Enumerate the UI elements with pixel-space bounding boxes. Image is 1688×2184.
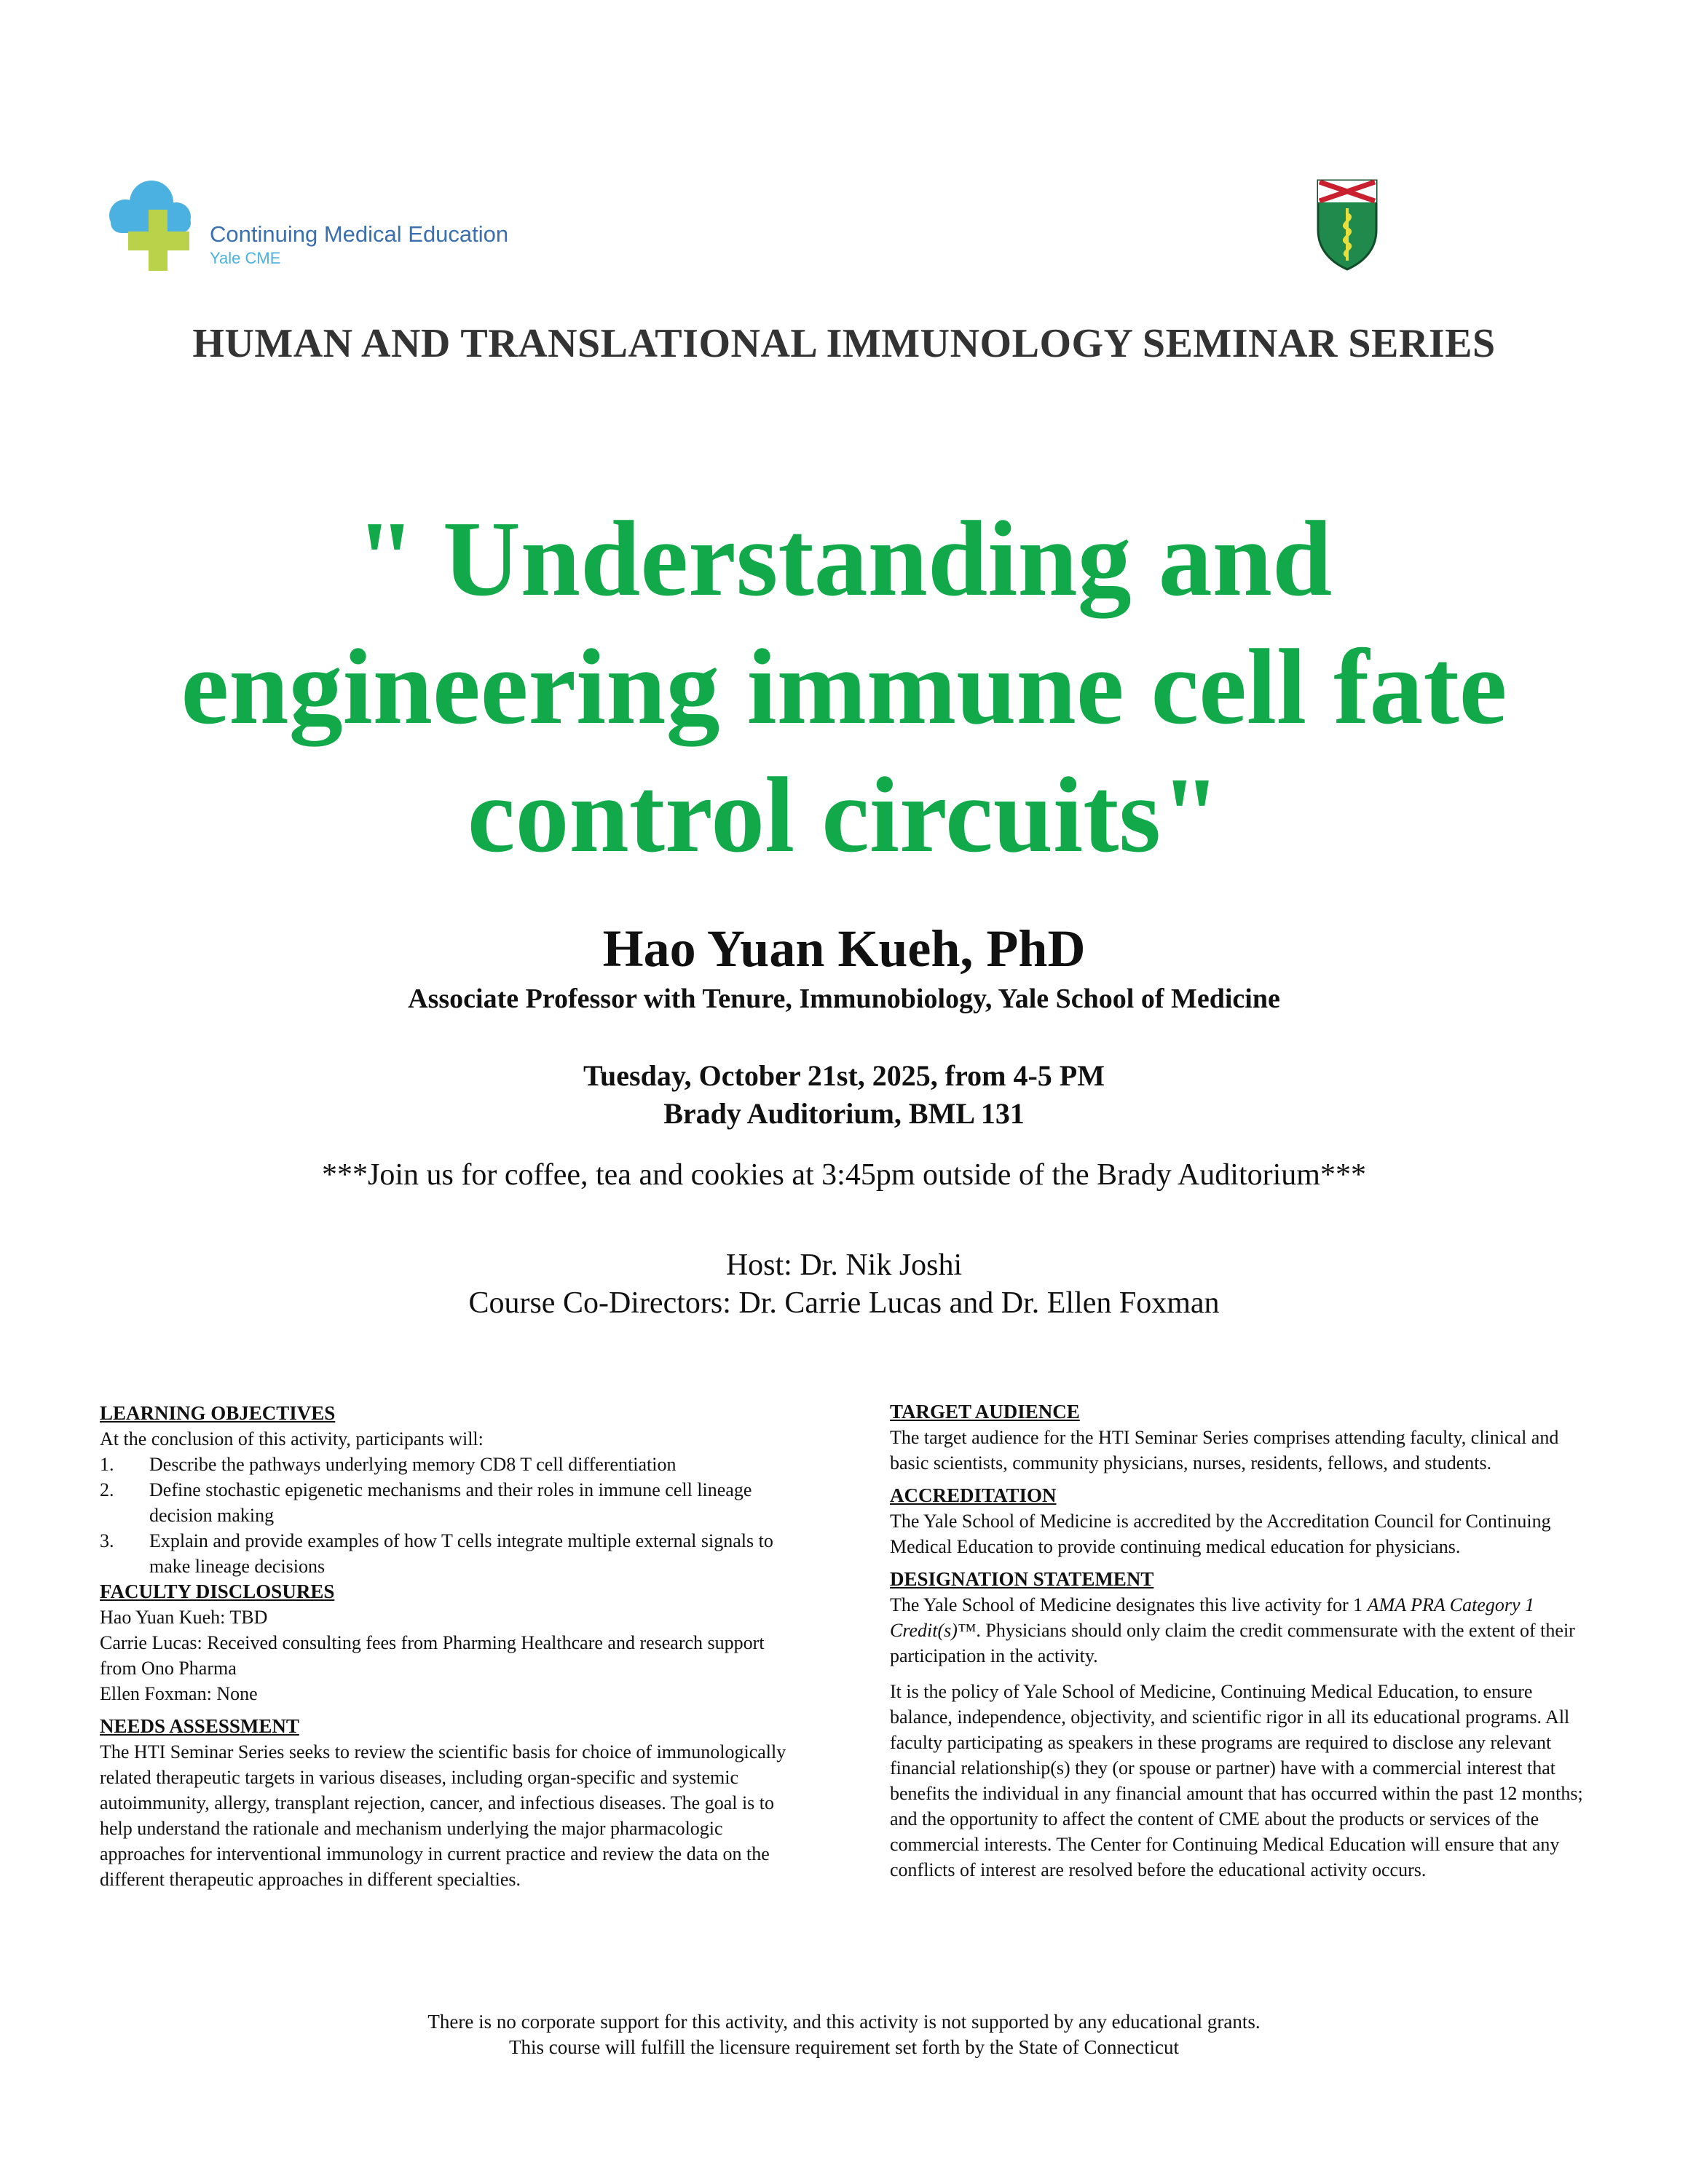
yale-medicine-shield-icon bbox=[1317, 179, 1378, 271]
list-item bbox=[100, 1528, 799, 1579]
objective-text: Define stochastic epigenetic mechanisms and their roles in immune cell lineage decision making bbox=[149, 1479, 752, 1526]
list-item bbox=[100, 1452, 799, 1477]
designation-credit: AMA PRA Category 1 Credit(s)™ bbox=[890, 1594, 1535, 1641]
cme-logo bbox=[100, 179, 552, 274]
accreditation-heading: ACCREDITATION bbox=[890, 1484, 1057, 1506]
disclosure-item: Ellen Foxman: None bbox=[100, 1683, 258, 1704]
designation-post: . Physicians should only claim the credit commensurate with the extent of their participation in the activity. bbox=[890, 1620, 1575, 1666]
codirectors-line: Course Co-Directors: Dr. Carrie Lucas and Dr. Ellen Foxman bbox=[468, 1286, 1220, 1320]
host-line: Host: Dr. Nik Joshi bbox=[725, 1249, 963, 1282]
event-date: Tuesday, October 21st, 2025, from 4-5 PM bbox=[583, 1059, 1105, 1092]
faculty-disclosures-heading: FACULTY DISCLOSURES bbox=[100, 1580, 335, 1602]
policy-text: It is the policy of Yale School of Medicine, Continuing Medical Education, to ensure balance, independence, objectivity, and scientific rigor in all its educational programs. All faculty participating as speakers in these programs are required to disclose any relevant financial relationship(s) they (or spouse or partner) have with a commercial interest that benefits the individual in any financial amount that has occurred within the past 12 months; and the opportunity to affect the content of CME about the products or services of the commercial interests. The Center for Continuing Medical Education will ensure that any conflicts of interest are resolved before the educational activity occurs. bbox=[890, 1681, 1583, 1880]
talk-title bbox=[73, 495, 1615, 879]
objective-text: Describe the pathways underlying memory CD8 T cell differentiation bbox=[149, 1454, 677, 1475]
seminar-series-title: HUMAN AND TRANSLATIONAL IMMUNOLOGY SEMINAR SERIES bbox=[192, 321, 1496, 366]
accreditation-text: The Yale School of Medicine is accredited by the Accreditation Council for Continuing Medical Education to provide continuing medical education for physicians. bbox=[890, 1511, 1551, 1557]
target-audience-text: The target audience for the HTI Seminar Series comprises attending faculty, clinical and basic scientists, community physicians, nurses, residents, fellows, and students. bbox=[890, 1427, 1559, 1473]
talk-title-line: engineering immune cell fate bbox=[181, 628, 1507, 747]
talk-title-line: " Understanding and bbox=[355, 499, 1333, 619]
right-column bbox=[890, 1399, 1589, 1883]
event-location: Brady Auditorium, BML 131 bbox=[663, 1097, 1025, 1130]
list-item bbox=[100, 1477, 799, 1528]
designation-pre: The Yale School of Medicine designates this live activity for 1 bbox=[890, 1594, 1368, 1615]
disclosure-item: Hao Yuan Kueh: TBD bbox=[100, 1607, 268, 1628]
objective-text: Explain and provide examples of how T cells integrate multiple external signals to make lineage decisions bbox=[149, 1530, 773, 1577]
needs-assessment-heading: NEEDS ASSESSMENT bbox=[100, 1715, 299, 1737]
objective-number: 2. bbox=[100, 1479, 114, 1500]
disclosure-item: Carrie Lucas: Received consulting fees from Pharming Healthcare and research support from Ono Pharma bbox=[100, 1632, 765, 1679]
refreshments-note: ***Join us for coffee, tea and cookies at 3:45pm outside of the Brady Auditorium*** bbox=[322, 1158, 1366, 1192]
left-column bbox=[100, 1401, 799, 1892]
footer-licensure-note: This course will fulfill the licensure requirement set forth by the State of Connecticut bbox=[509, 2036, 1179, 2058]
needs-assessment-text: The HTI Seminar Series seeks to review the scientific basis for choice of immunologically related therapeutic targets in various diseases, including organ-specific and systemic autoimmunity, allergy, transplant rejection, cancer, and infectious diseases. The goal is to help understand the rationale and mechanism underlying the major pharmacologic approaches for interventional immunology in current practice and review the data on the different therapeutic approaches in different specialties. bbox=[100, 1741, 786, 1890]
objectives-list bbox=[100, 1452, 799, 1579]
designation-statement-text bbox=[890, 1592, 1589, 1669]
cme-logo-subtitle: Yale CME bbox=[210, 249, 281, 267]
talk-title-line: control circuits" bbox=[467, 756, 1221, 875]
cloud-cross-icon bbox=[100, 179, 202, 274]
cme-logo-title: Continuing Medical Education bbox=[210, 221, 509, 247]
objectives-intro: At the conclusion of this activity, participants will: bbox=[100, 1428, 484, 1449]
learning-objectives-heading: LEARNING OBJECTIVES bbox=[100, 1402, 336, 1424]
speaker-name: Hao Yuan Kueh, PhD bbox=[602, 919, 1086, 978]
target-audience-heading: TARGET AUDIENCE bbox=[890, 1401, 1080, 1423]
speaker-role: Associate Professor with Tenure, Immunobiology, Yale School of Medicine bbox=[408, 984, 1280, 1014]
designation-statement-heading: DESIGNATION STATEMENT bbox=[890, 1568, 1154, 1590]
objective-number: 1. bbox=[100, 1454, 114, 1475]
objective-number: 3. bbox=[100, 1530, 114, 1551]
footer-support-note: There is no corporate support for this activity, and this activity is not supported by any educational grants. bbox=[427, 2011, 1261, 2033]
